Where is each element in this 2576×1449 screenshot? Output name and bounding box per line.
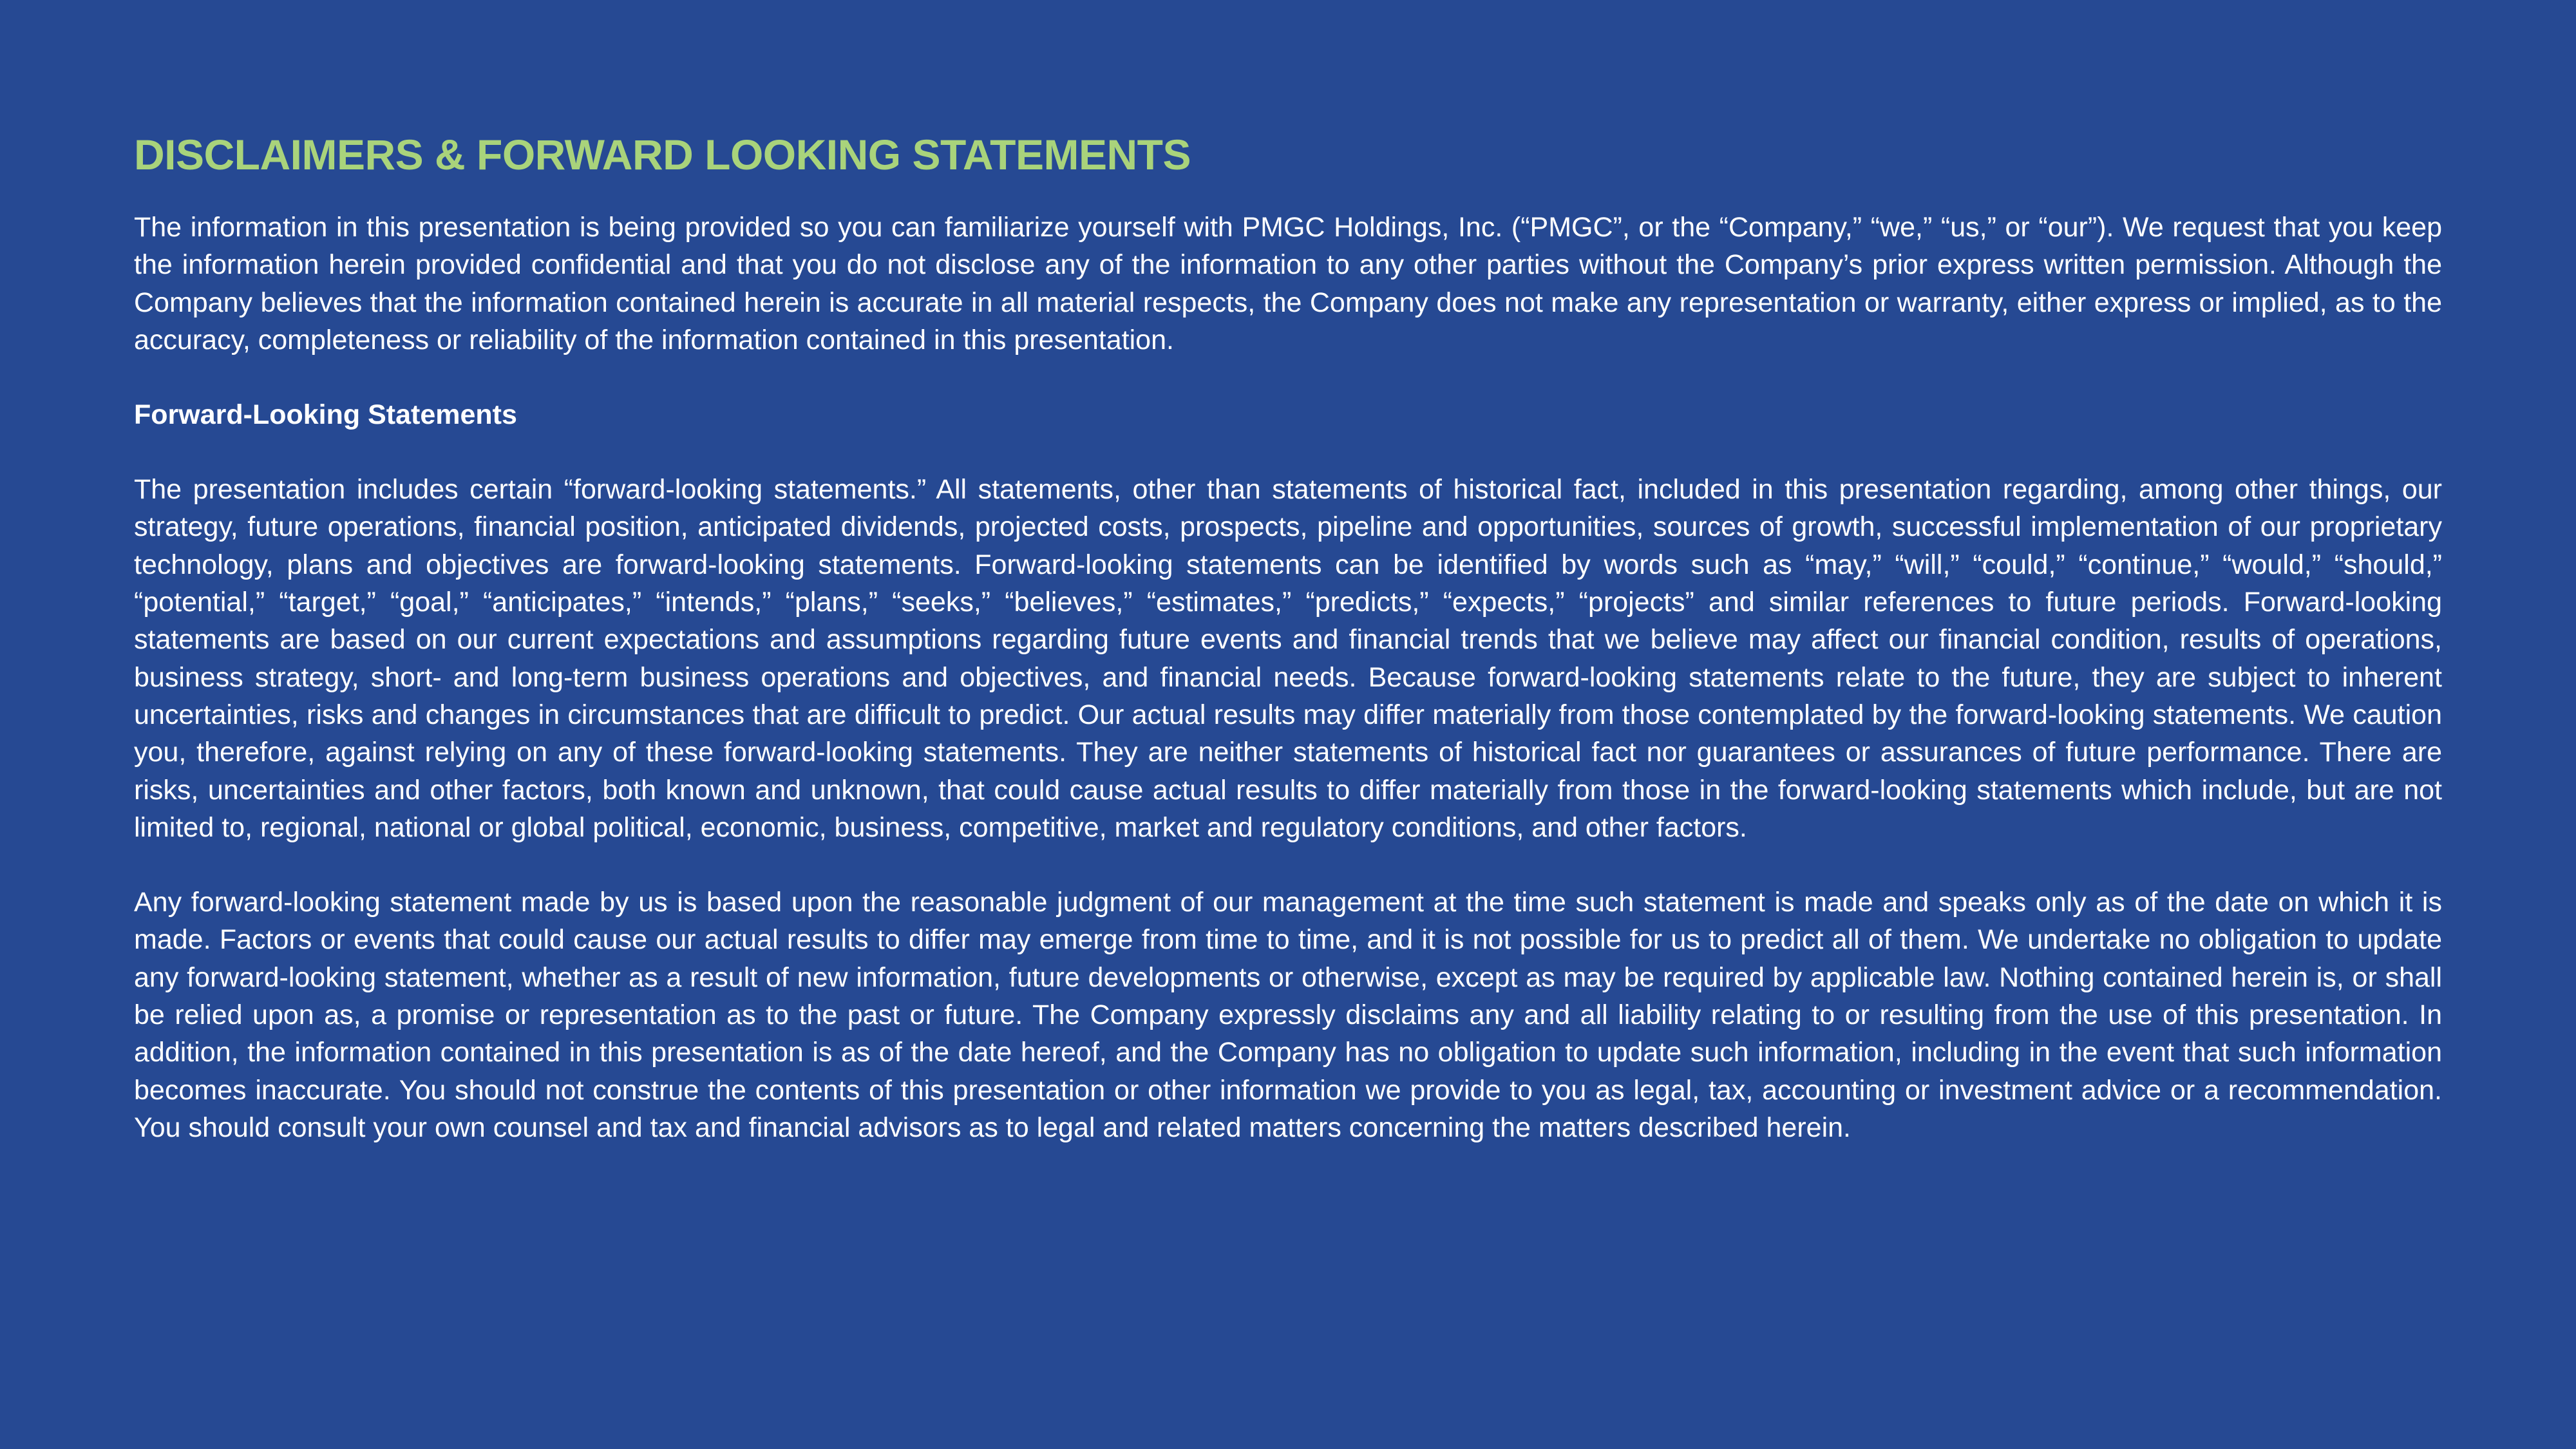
judgment-paragraph: Any forward-looking statement made by us is based upon the reasonable judgment of our management at the time such statement is made and speaks only as of the date on which it is made. Factors or events that could cause our actual results to differ may emerge from time to time, and it is not possible for us to predict all of them. We undertake no obligation to update any forward-looking statement, whether as a result of new information, future developments or otherwise, except as may be required by applicable law. Nothing contained herein is, or shall be relied upon as, a promise or representation as to the past or future. The Company expressly disclaims any and all liability relating to or resulting from the use of this presentation. In addition, the information contained in this presentation is as of the date hereof, and the Company has no obligation to update such information, including in the event that such information becomes inaccurate. You should not construe the contents of this presentation or other information we provide to you as legal, tax, accounting or investment advice or a recommendation. You should consult your own counsel and tax and financial advisors as to legal and related matters concerning the matters described herein. [134, 887, 2442, 1143]
intro-paragraph: The information in this presentation is being provided so you can familiarize yourself with PMGC Holdings, Inc. (“PMGC”, or the “Company,” “we,” “us,” or “our”). We request that you keep the information herein provided confidential and that you do not disclose any of the information to any other parties without the Company’s prior express written permission. Although the Company believes that the information contained herein is accurate in all material respects, the Company does not make any representation or warranty, either express or implied, as to the accuracy, completeness or reliability of the information contained in this presentation. [134, 212, 2442, 355]
forward-looking-subheading: Forward-Looking Statements [134, 399, 517, 431]
slide-title: DISCLAIMERS & FORWARD LOOKING STATEMENTS [134, 131, 1191, 178]
disclaimer-slide [134, 126, 2442, 1146]
forward-looking-paragraph: The presentation includes certain “forward-looking statements.” All statements, other than statements of historical fact, included in this presentation regarding, among other things, our strategy, future operations, financial position, anticipated dividends, projected costs, prospects, pipeline and opportunities, sources of growth, successful implementation of our proprietary technology, plans and objectives are forward-looking statements. Forward-looking statements can be identified by words such as “may,” “will,” “could,” “continue,” “would,” “should,” “potential,” “target,” “goal,” “anticipates,” “intends,” “plans,” “seeks,” “believes,” “estimates,” “predicts,” “expects,” “projects” and similar references to future periods. Forward-looking statements are based on our current expectations and assumptions regarding future events and financial trends that we believe may affect our financial condition, results of operations, business strategy, short- and long-term business operations and objectives, and financial needs. Because forward-looking statements relate to the future, they are subject to inherent uncertainties, risks and changes in circumstances that are difficult to predict. Our actual results may differ materially from those contemplated by the forward-looking statements. We caution you, therefore, against relying on any of these forward-looking statements. They are neither statements of historical fact nor guarantees or assurances of future performance. There are risks, uncertainties and other factors, both known and unknown, that could cause actual results to differ materially from those in the forward-looking statements which include, but are not limited to, regional, national or global political, economic, business, competitive, market and regulatory conditions, and other factors. [134, 474, 2442, 843]
